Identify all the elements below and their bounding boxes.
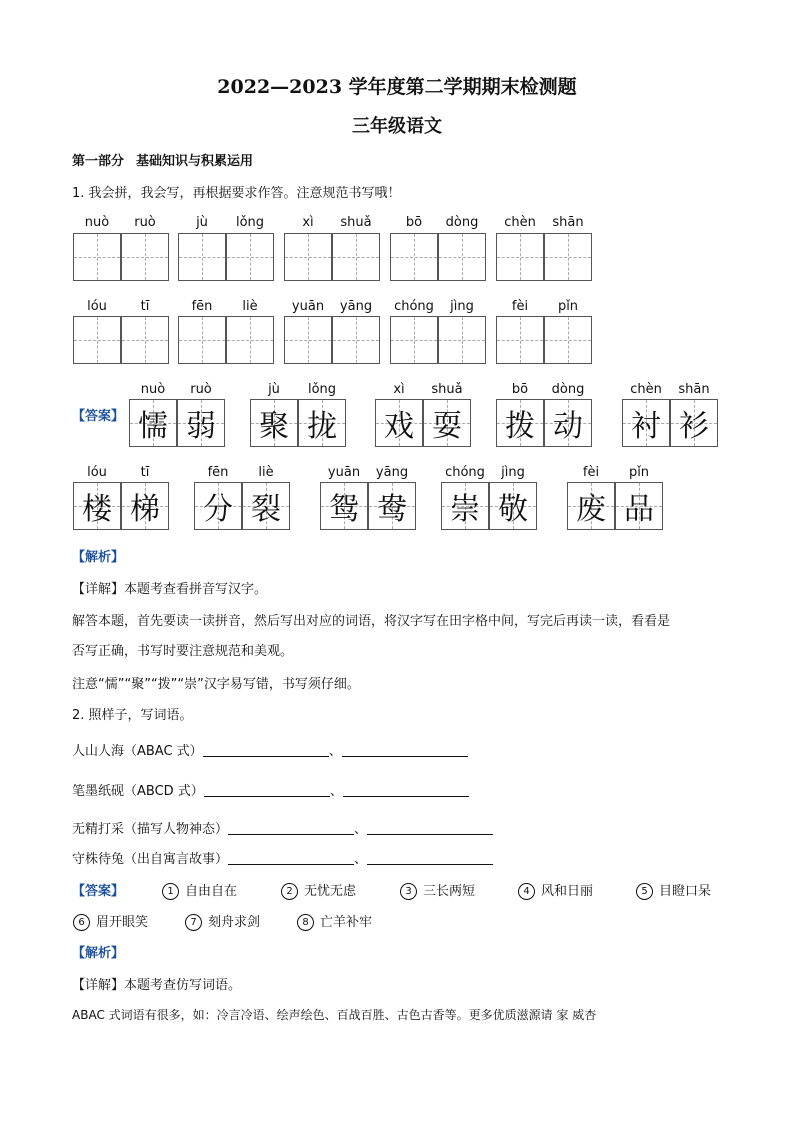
answer-text: 三长两短	[423, 884, 476, 899]
pinyin-label: jìng	[501, 465, 525, 480]
pinyin-label: yuān	[291, 299, 325, 314]
tianzige-cell[interactable]	[226, 233, 274, 281]
q2-para1: ABAC 式词语有很多，如：冷言冷语、绘声绘色、百战百胜、古色古香等。更多优质滋源请 家 威杏	[72, 1008, 597, 1022]
tianzige-cell-filled	[544, 399, 592, 447]
tianzige-cell-filled	[320, 482, 368, 530]
pinyin-label: liè	[258, 465, 274, 480]
answer-text: 眉开眼笑	[96, 915, 149, 930]
tianzige-cell[interactable]	[390, 233, 438, 281]
answer-text: 目瞪口呆	[659, 884, 712, 899]
separator: 、	[354, 852, 368, 867]
answer-character: 耍	[432, 409, 462, 444]
pinyin-label: yāng	[339, 299, 373, 314]
answer-character: 崇	[450, 492, 480, 527]
q2-answer-tag: 【答案】	[72, 884, 125, 899]
pinyin-label: lóu	[87, 465, 107, 480]
q2-item-label: 守株待兔（出自寓言故事）	[72, 852, 229, 867]
q1-prompt: 1. 我会拼，我会写，再根据要求作答。注意规范书写哦！	[72, 186, 401, 201]
q1-para2: 否写正确，书写时要注意规范和美观。	[72, 644, 294, 659]
answer-item	[281, 880, 356, 900]
q1-note: 注意“懦”“聚”“拨”“崇”汉字易写错，书写须仔细。	[72, 677, 360, 692]
pinyin-label: ruò	[134, 215, 156, 230]
pinyin-label: liè	[242, 299, 258, 314]
pinyin-label: shān	[678, 382, 710, 397]
tianzige-cell[interactable]	[332, 233, 380, 281]
tianzige-cell[interactable]	[178, 316, 226, 364]
q2-item	[72, 818, 493, 837]
answer-character: 敬	[498, 492, 528, 527]
tianzige-cell-filled	[489, 482, 537, 530]
q1-detail: 【详解】本题考查看拼音写汉字。	[72, 582, 268, 597]
pinyin-label: jù	[196, 215, 208, 230]
pinyin-label: bō	[511, 382, 529, 397]
answer-character: 拢	[307, 409, 337, 444]
pinyin-label: shān	[552, 215, 584, 230]
answer-character: 裂	[251, 492, 281, 527]
q2-prompt: 2. 照样子，写词语。	[72, 708, 193, 723]
answer-character: 拨	[505, 409, 535, 444]
tianzige-cell[interactable]	[496, 233, 544, 281]
answer-character: 聚	[259, 409, 289, 444]
blank-field[interactable]	[228, 850, 354, 865]
tianzige-cell-filled	[615, 482, 663, 530]
answer-text: 风和日丽	[541, 884, 594, 899]
circled-number: 3	[400, 883, 417, 900]
pinyin-label: dòng	[551, 382, 585, 397]
tianzige-cell[interactable]	[121, 316, 169, 364]
blank-field[interactable]	[204, 782, 330, 797]
tianzige-cell[interactable]	[438, 233, 486, 281]
tianzige-cell-filled	[73, 482, 121, 530]
pinyin-label: ruò	[190, 382, 212, 397]
answer-character: 废	[576, 492, 606, 527]
pinyin-label: pǐn	[628, 465, 650, 480]
blank-field[interactable]	[203, 742, 329, 757]
answer-text: 无忧无虑	[304, 884, 357, 899]
answer-text: 亡羊补牢	[320, 915, 373, 930]
q2-item-label: 笔墨纸砚（ABCD 式）	[72, 784, 204, 799]
q2-item-label: 无精打采（描写人物神态）	[72, 822, 229, 837]
section-part: 第一部分	[72, 154, 125, 169]
tianzige-cell-filled	[368, 482, 416, 530]
q1-answer-tag: 【答案】	[72, 409, 125, 424]
pinyin-label: lǒng	[307, 382, 337, 397]
pinyin-label: chóng	[394, 299, 434, 314]
circled-number: 5	[636, 883, 653, 900]
blank-field[interactable]	[367, 820, 493, 835]
answer-character: 品	[624, 492, 654, 527]
blank-field[interactable]	[342, 742, 468, 757]
answer-character: 楼	[82, 492, 112, 527]
section-heading	[72, 150, 265, 169]
answer-character: 鸳	[329, 492, 359, 527]
pinyin-label: fēn	[207, 465, 229, 480]
pinyin-label: fèi	[582, 465, 600, 480]
answer-item	[636, 880, 711, 900]
answer-item	[73, 911, 148, 931]
circled-number: 4	[518, 883, 535, 900]
answer-text: 刻舟求剑	[208, 915, 261, 930]
tianzige-cell-filled	[423, 399, 471, 447]
tianzige-cell-filled	[441, 482, 489, 530]
tianzige-cell-filled	[129, 399, 177, 447]
answer-character: 弱	[186, 409, 216, 444]
tianzige-cell-filled	[242, 482, 290, 530]
pinyin-label: fēn	[191, 299, 213, 314]
circled-number: 7	[185, 914, 202, 931]
circled-number: 1	[162, 883, 179, 900]
pinyin-label: chèn	[630, 382, 662, 397]
pinyin-label: nuò	[84, 215, 110, 230]
pinyin-label: xì	[302, 215, 314, 230]
tianzige-cell-filled	[250, 399, 298, 447]
tianzige-cell[interactable]	[284, 316, 332, 364]
answer-character: 戏	[384, 409, 414, 444]
tianzige-cell[interactable]	[496, 316, 544, 364]
answer-item	[162, 880, 237, 900]
tianzige-cell[interactable]	[284, 233, 332, 281]
tianzige-cell[interactable]	[121, 233, 169, 281]
pinyin-label: lǒng	[235, 215, 265, 230]
pinyin-label: dòng	[445, 215, 479, 230]
tianzige-cell[interactable]	[390, 316, 438, 364]
pinyin-label: yuān	[327, 465, 361, 480]
tianzige-cell[interactable]	[332, 316, 380, 364]
pinyin-label: pǐn	[557, 299, 579, 314]
separator: 、	[354, 822, 368, 837]
tianzige-cell-filled	[298, 399, 346, 447]
blank-field[interactable]	[228, 820, 354, 835]
pinyin-label: shuǎ	[431, 382, 463, 397]
q1-para1: 解答本题，首先要读一读拼音，然后写出对应的词语，将汉字写在田字格中间，写完后再读一读，看看是	[72, 614, 671, 629]
circled-number: 6	[73, 914, 90, 931]
tianzige-cell[interactable]	[178, 233, 226, 281]
pinyin-label: fèi	[511, 299, 529, 314]
tianzige-cell[interactable]	[73, 316, 121, 364]
pinyin-label: xì	[393, 382, 405, 397]
answer-item	[518, 880, 593, 900]
pinyin-label: lóu	[87, 299, 107, 314]
separator: 、	[328, 744, 342, 759]
answer-character: 懦	[138, 409, 168, 444]
page-title: 2022—2023 学年度第二学期期末检测题	[217, 76, 577, 98]
tianzige-cell[interactable]	[544, 233, 592, 281]
answer-item	[297, 911, 372, 931]
tianzige-cell-filled	[375, 399, 423, 447]
tianzige-cell-filled	[177, 399, 225, 447]
tianzige-cell[interactable]	[73, 233, 121, 281]
pinyin-label: nuò	[140, 382, 166, 397]
tianzige-cell-filled	[496, 399, 544, 447]
answer-character: 衬	[631, 409, 661, 444]
answer-character: 鸯	[377, 492, 407, 527]
answer-text: 自由自在	[185, 884, 238, 899]
pinyin-label: yāng	[375, 465, 409, 480]
pinyin-label: jìng	[450, 299, 474, 314]
pinyin-label: chóng	[445, 465, 485, 480]
pinyin-label: chèn	[504, 215, 536, 230]
answer-character: 衫	[679, 409, 709, 444]
circled-number: 8	[297, 914, 314, 931]
circled-number: 2	[281, 883, 298, 900]
pinyin-label: bō	[405, 215, 423, 230]
q2-item	[72, 780, 469, 799]
tianzige-cell-filled	[670, 399, 718, 447]
pinyin-label: tī	[140, 299, 150, 314]
answer-item	[185, 911, 260, 931]
page-subtitle: 三年级语文	[352, 116, 442, 137]
answer-character: 梯	[130, 492, 160, 527]
section-name: 基础知识与积累运用	[136, 154, 254, 169]
q2-item-label: 人山人海（ABAC 式）	[72, 744, 203, 759]
q2-detail: 【详解】本题考查仿写词语。	[72, 978, 242, 993]
tianzige-cell-filled	[567, 482, 615, 530]
q2-item	[72, 848, 493, 867]
pinyin-label: jù	[268, 382, 280, 397]
q1-analysis-tag: 【解析】	[72, 550, 125, 565]
blank-field[interactable]	[367, 850, 493, 865]
blank-field[interactable]	[343, 782, 469, 797]
q2-analysis-tag: 【解析】	[72, 946, 125, 961]
tianzige-cell[interactable]	[438, 316, 486, 364]
tianzige-cell-filled	[622, 399, 670, 447]
q2-item	[72, 740, 468, 759]
answer-item	[400, 880, 475, 900]
separator: 、	[329, 784, 343, 799]
pinyin-label: shuǎ	[340, 215, 372, 230]
pinyin-label: tī	[140, 465, 150, 480]
tianzige-cell[interactable]	[226, 316, 274, 364]
answer-character: 分	[203, 492, 233, 527]
tianzige-cell-filled	[194, 482, 242, 530]
tianzige-cell[interactable]	[544, 316, 592, 364]
answer-character: 动	[553, 409, 583, 444]
tianzige-cell-filled	[121, 482, 169, 530]
